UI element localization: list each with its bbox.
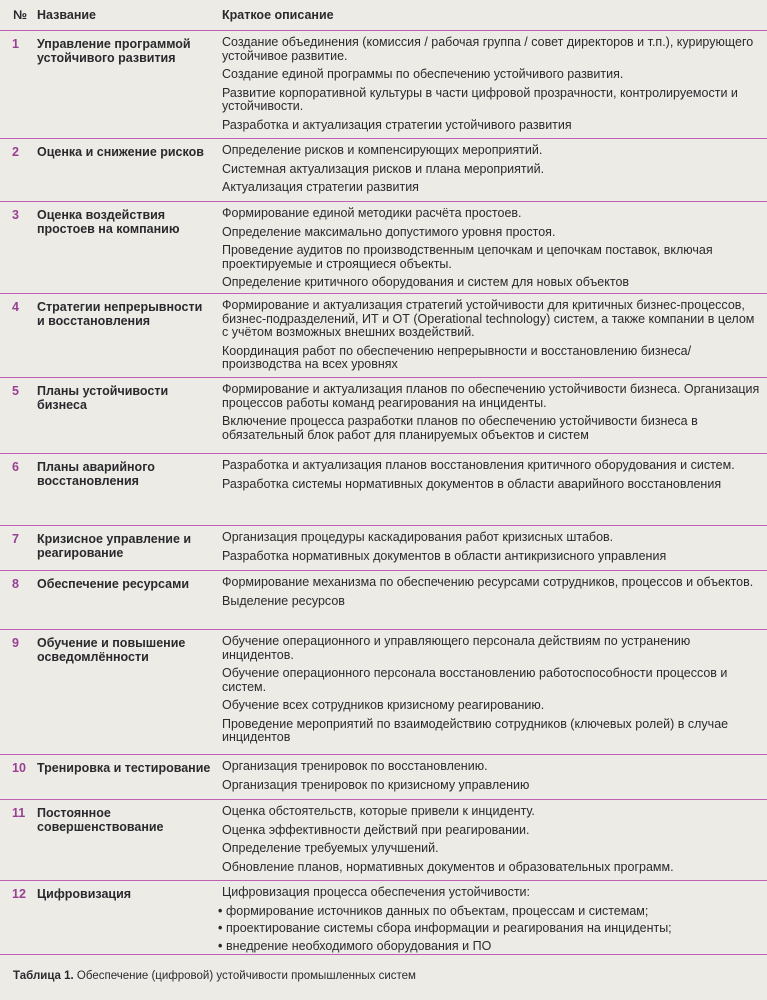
description-item: Координация работ по обеспечению непрерывности и восстановлению бизнеса/производства на всех уровнях <box>222 343 692 371</box>
table-body <box>0 31 767 955</box>
row-number: 10 <box>12 761 26 775</box>
description-item: Определение критичного оборудования и систем для новых объектов <box>222 275 630 289</box>
row-name: Планы аварийного восстановления <box>37 460 155 488</box>
description-item: Системная актуализация рисков и плана мероприятий. <box>222 161 545 176</box>
header-description: Краткое описание <box>222 8 334 22</box>
row-name: Оценка воздействия простоев на компанию <box>37 208 180 236</box>
description-item: Формирование и актуализация планов по обеспечению устойчивости бизнеса. Организация процессов работы команд реагирования на инциденты. <box>222 382 760 410</box>
description-item: Формирование механизма по обеспечению ресурсами сотрудников, процессов и объектов. <box>222 575 754 589</box>
table-row <box>0 454 767 526</box>
header-name: Название <box>37 8 97 22</box>
row-name: Тренировка и тестирование <box>37 761 211 775</box>
table-row <box>0 31 767 139</box>
description-item: Разработка и актуализация стратегии устойчивого развития <box>222 117 572 132</box>
row-number: 1 <box>12 37 19 51</box>
row-description <box>222 531 762 568</box>
caption-label: Таблица 1. <box>13 970 74 982</box>
description-item: Выделение ресурсов <box>222 593 345 608</box>
row-number: 6 <box>12 460 19 474</box>
description-item: Разработка и актуализация планов восстановления критичного оборудования и систем. <box>222 458 735 472</box>
description-item: Оценка обстоятельств, которые привели к инциденту. <box>222 804 535 818</box>
bullet-text: проектирование системы сбора информации и реагирования на инциденты; <box>226 921 672 935</box>
bullet-text: формирование источников данных по объектам, процессам и системам; <box>226 903 649 918</box>
row-name: Цифровизация <box>37 887 132 901</box>
table-row <box>0 202 767 294</box>
description-item: Включение процесса разработки планов по обеспечению устойчивости бизнеса в обязательный блок работ для планируемых объектов и систем <box>222 414 698 442</box>
table-row <box>0 294 767 378</box>
row-name: Обучение и повышение осведомлённости <box>37 636 186 664</box>
row-name: Кризисное управление и реагирование <box>37 532 192 560</box>
bullet-item <box>218 938 762 954</box>
bullet-item <box>218 903 762 919</box>
description-item: Цифровизация процесса обеспечения устойчивости: <box>222 885 531 899</box>
row-name: Планы устойчивости бизнеса <box>37 384 169 412</box>
bullet-dot-icon: • <box>218 938 223 953</box>
row-name: Управление программой устойчивого развития <box>37 37 191 65</box>
description-item: Развитие корпоративной культуры в части цифровой прозрачности, контролируемости и устойчивости. <box>222 85 738 113</box>
row-description <box>222 760 762 797</box>
description-item: Создание объединения (комиссия / рабочая группа / совет директоров и т.п.), курирующего устойчивое развитие. <box>222 35 754 63</box>
description-item: Обучение операционного и управляющего персонала действиям по устранению инцидентов. <box>222 634 691 662</box>
row-number: 12 <box>12 887 26 901</box>
row-number: 3 <box>12 208 19 222</box>
row-name: Оценка и снижение рисков <box>37 145 204 159</box>
row-name: Стратегии непрерывности и восстановления <box>37 300 203 328</box>
table-row <box>0 571 767 630</box>
table-row <box>0 139 767 202</box>
table-row <box>0 755 767 800</box>
header-number: № <box>13 8 27 22</box>
table-caption <box>13 970 416 982</box>
bullet-dot-icon: • <box>218 921 223 935</box>
description-item: Организация тренировок по восстановлению. <box>222 759 488 773</box>
description-item: Определение максимально допустимого уровня простоя. <box>222 224 556 239</box>
description-item: Организация процедуры каскадирования работ кризисных штабов. <box>222 530 614 544</box>
description-item: Формирование единой методики расчёта простоев. <box>222 206 522 220</box>
description-item: Разработка системы нормативных документов в области аварийного восстановления <box>222 476 722 491</box>
table-row <box>0 881 767 955</box>
row-description <box>222 459 762 496</box>
description-item: Организация тренировок по кризисному управлению <box>222 777 530 792</box>
row-name: Постоянное совершенствование <box>37 806 164 834</box>
row-description <box>222 144 762 200</box>
row-description <box>222 576 762 613</box>
row-number: 4 <box>12 300 19 314</box>
description-item: Формирование и актуализация стратегий устойчивости для критичных бизнес-процессов, бизнес-подразделений, ИТ и ОТ (Operational technology) систем, а также компании в целом с учётом возможных внешних воздействий. <box>222 298 755 339</box>
description-item: Обновление планов, нормативных документов и образовательных программ. <box>222 859 674 874</box>
row-number: 11 <box>12 806 26 820</box>
row-number: 5 <box>12 384 19 398</box>
description-item: Разработка нормативных документов в области антикризисного управления <box>222 548 667 563</box>
row-description <box>222 207 762 295</box>
bullet-text: внедрение необходимого оборудования и ПО <box>226 938 492 953</box>
row-description <box>222 36 762 137</box>
row-description <box>218 885 762 957</box>
description-item: Определение требуемых улучшений. <box>222 841 439 855</box>
row-name: Обеспечение ресурсами <box>37 577 190 591</box>
description-item: Проведение аудитов по производственным цепочкам и цепочкам поставок, включая проектируемые и строящиеся объекты. <box>222 243 713 271</box>
row-description <box>222 383 762 447</box>
row-number: 9 <box>12 636 19 650</box>
row-number: 7 <box>12 532 19 546</box>
description-item: Оценка эффективности действий при реагировании. <box>222 822 530 837</box>
caption-text: Обеспечение (цифровой) устойчивости промышленных систем <box>73 970 416 982</box>
row-number: 8 <box>12 577 19 591</box>
description-item: Обучение операционного персонала восстановлению работоспособности процессов и систем. <box>222 666 728 694</box>
table-row <box>0 526 767 571</box>
bullet-dot-icon: • <box>218 903 223 918</box>
row-description <box>222 805 762 879</box>
row-description <box>222 299 762 377</box>
description-item: Создание единой программы по обеспечению устойчивого развития. <box>222 67 624 81</box>
description-item: Проведение мероприятий по взаимодействию сотрудников (ключевых ролей) в случае инцидентов <box>222 716 729 744</box>
description-item: Актуализация стратегии развития <box>222 180 419 194</box>
description-item: Определение рисков и компенсирующих мероприятий. <box>222 143 543 157</box>
bullet-item <box>218 921 762 936</box>
table-header <box>0 0 767 31</box>
table-row <box>0 378 767 454</box>
row-number: 2 <box>12 145 19 159</box>
row-description <box>222 635 762 750</box>
description-item: Обучение всех сотрудников кризисному реагированию. <box>222 698 545 712</box>
table-row <box>0 630 767 755</box>
table-row <box>0 800 767 881</box>
